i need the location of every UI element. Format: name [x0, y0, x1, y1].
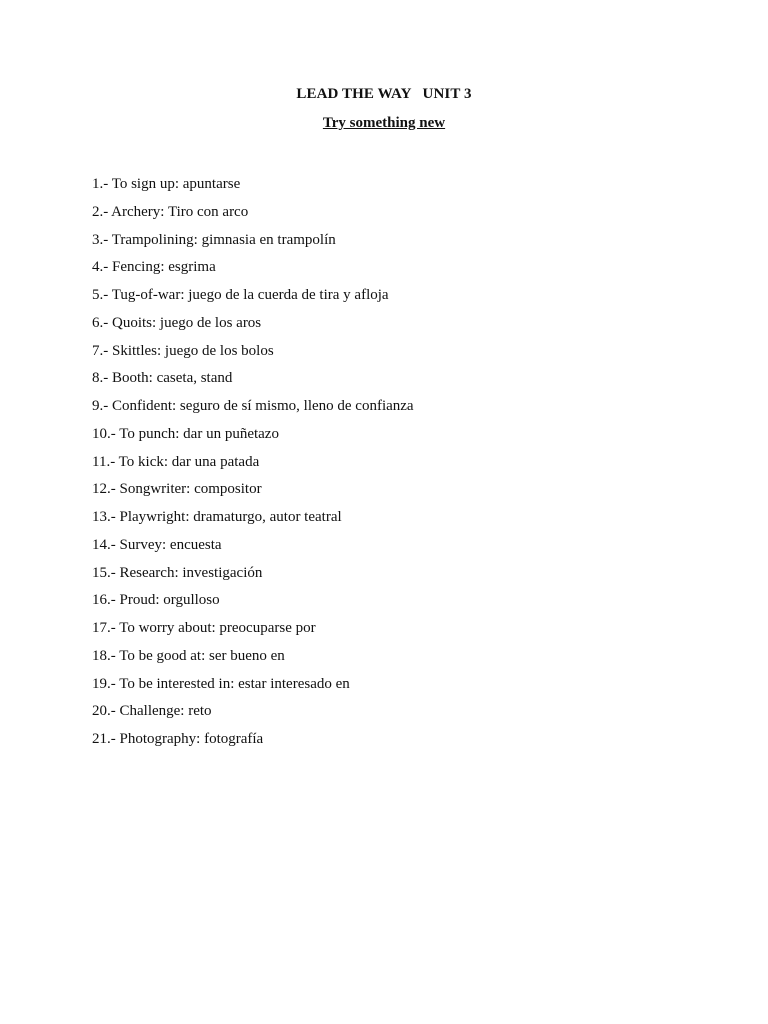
document-subtitle: Try something new [322, 115, 446, 131]
vocabulary-item: 20.- Challenge: reto [92, 703, 212, 720]
vocabulary-item: 5.- Tug-of-war: juego de la cuerda de tira y afloja [92, 287, 389, 303]
vocabulary-item: 17.- To worry about: preocuparse por [92, 620, 316, 636]
vocabulary-item: 10.- To punch: dar un puñetazo [92, 425, 279, 442]
vocabulary-item: 12.- Songwriter: compositor [92, 481, 262, 498]
vocabulary-item: 21.- Photography: fotografía [92, 731, 264, 747]
vocabulary-item: 9.- Confident: seguro de sí mismo, lleno de confianza [92, 398, 414, 414]
vocabulary-item: 4.- Fencing: esgrima [92, 259, 216, 276]
vocabulary-list [92, 171, 414, 754]
vocabulary-item: 1.- To sign up: apuntarse [92, 176, 241, 192]
vocabulary-item: 18.- To be good at: ser bueno en [92, 647, 285, 664]
vocabulary-item: 11.- To kick: dar una patada [92, 453, 260, 470]
vocabulary-item: 13.- Playwright: dramaturgo, autor teatral [92, 509, 342, 525]
document-title: LEAD THE WAY UNIT 3 [296, 86, 472, 102]
vocabulary-item: 14.- Survey: encuesta [92, 536, 222, 553]
vocabulary-item: 15.- Research: investigación [92, 564, 263, 581]
vocabulary-item: 19.- To be interested in: estar interesado en [92, 675, 350, 692]
vocabulary-item: 7.- Skittles: juego de los bolos [92, 342, 274, 359]
vocabulary-item: 3.- Trampolining: gimnasia en trampolín [92, 231, 336, 248]
vocabulary-item: 16.- Proud: orgulloso [92, 592, 220, 609]
vocabulary-item: 2.- Archery: Tiro con arco [92, 203, 249, 220]
vocabulary-item: 6.- Quoits: juego de los aros [92, 314, 262, 331]
vocabulary-item: 8.- Booth: caseta, stand [92, 370, 233, 387]
